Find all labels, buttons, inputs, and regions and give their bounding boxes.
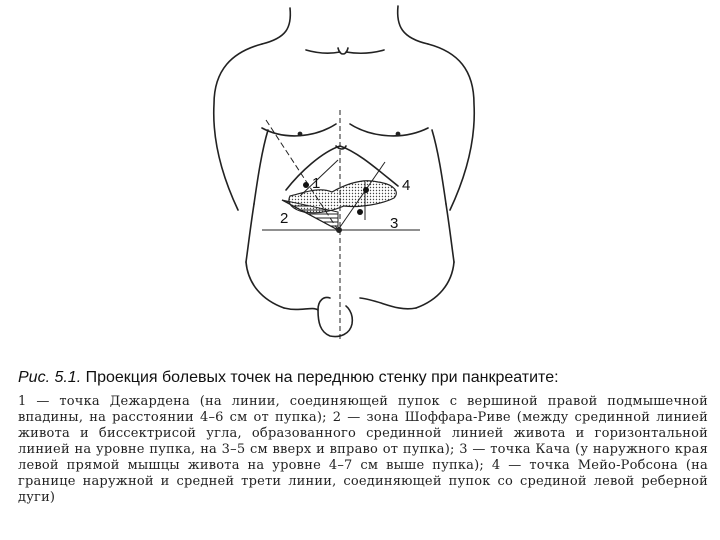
caption-title [18, 368, 708, 388]
axilla-umbilicus-line [266, 120, 338, 230]
mayo-robson-point [363, 187, 369, 193]
label-1: 1 [312, 175, 321, 192]
figure-caption [18, 368, 708, 506]
umbilicus [336, 227, 342, 233]
label-2: 2 [280, 210, 289, 227]
torso-outline [214, 6, 475, 337]
figure-number: Рис. 5.1. [18, 369, 82, 386]
caption-body: 1 — точка Дежардена (на линии, соединяющей пупок с вершиной правой подмышечной впадины, на расстоянии 4–6 см от пупка); 2 — зона Шоффара-Риве (между срединной линией живота и биссектрисой угла, образованного срединной линией живота и горизонтальной линией на уровне пупка, на 3–5 см вверх и вправо от пупка); 3 — точка Кача (у наружного края левой прямой мышцы живота на уровне 4–7 см выше пупка); 4 — точка Мейо-Робсона (на границе наружной и средней трети линии, соединяющей пупок со срединой левой реберной дуги) [18, 394, 708, 505]
label-4: 4 [402, 177, 411, 194]
desjardins-point [303, 182, 309, 188]
label-3: 3 [390, 215, 399, 232]
kach-point [357, 209, 363, 215]
caption-heading: Проекция болевых точек на переднюю стенку при панкреатите: [85, 369, 559, 386]
